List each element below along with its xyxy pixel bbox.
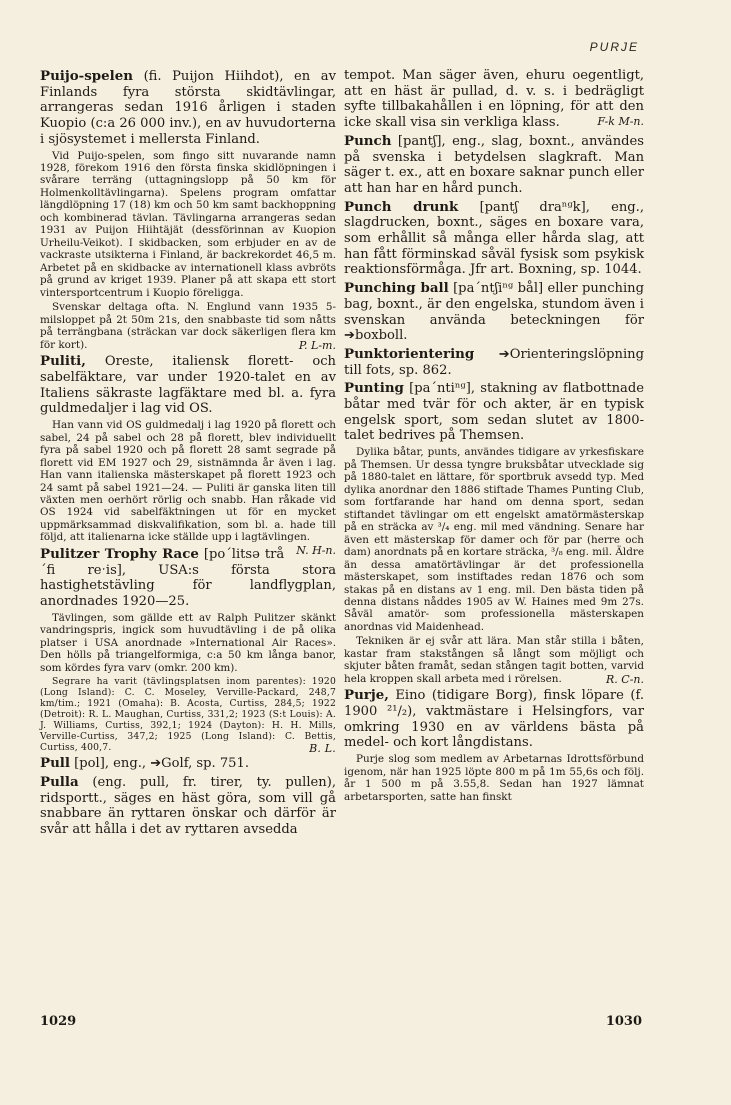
- headword-pulitzer: Pulitzer Trophy Race: [40, 545, 199, 562]
- entry-puliti-text: Oreste, italiensk florett- och sabelfäktare, var under 1920-talet en av Italiens säkraste lagfäktare med bl. a. fyra guldmedaljer i lag vid OS.: [40, 354, 336, 417]
- entry-pulitzer-text: [po´litsə trå´fi reˑis], USA:s första stora hastighetstävling för landflygplan, anordnades 1920—25.: [40, 546, 336, 610]
- running-head: PURJE: [589, 40, 639, 54]
- signature-puliti: N. H-n.: [296, 543, 336, 557]
- signature-pulla: F-k M-n.: [597, 115, 644, 129]
- entry-punch-drunk-text: [pantʃ draⁿᵍk], eng., slagdrucken, boxnt., säges en boxare vara, som erhållit så många eller hårda slag, att han fått förminskad såväl fysisk som psykisk reaktionsförmåga. Jfr art. Boxning, sp. 1044.: [344, 199, 644, 278]
- entry-purje-detail: Purje slog som medlem av Arbetarnas Idrottsförbund igenom, när han 1925 löpte 800 m på 1m 55,6s och följ. år 1 500 m på 3.55,8. Sedan han 1927 lämnat arbetarsporten, satte han finskt: [344, 753, 644, 803]
- right-column: [344, 68, 644, 805]
- left-column: [40, 68, 336, 840]
- headword-punch: Punch: [344, 132, 392, 149]
- entry-pulla: [40, 774, 336, 838]
- headword-purje: Purje,: [344, 687, 389, 704]
- entry-puijo-text: (fi. Puijon Hiihdot), en av Finlands fyra största skidtävlingar, arrangeras sedan 1916 årligen i staden Kuopio (c:a 26 000 inv.), en av huvudorterna i sjösystemet i mellersta Finland.: [40, 69, 336, 147]
- headword-pulla: Pulla: [40, 774, 79, 791]
- entry-pulla-continued: [344, 68, 644, 131]
- entry-punting: [344, 380, 644, 444]
- entry-punktorientering-text: ➔Orienteringslöpning till fots, sp. 862.: [344, 346, 644, 378]
- entry-puliti-detail-text: Han vann vid OS guldmedalj i lag 1920 på florett och sabel, 24 på sabel och 28 på florett, blev individuellt fyra på sabel 1920 och på florett 28 samt segrade på florett vid EM 1927 och 29, sistnämnda år även i lag. Han vann italienska mästerskapet på florett 1923 och 24 samt på sabel 1921—24. — Puliti är ganska liten till växten men oerhört rörlig och snabb. Han råkade vid OS 1924 vid sabelfäktningen ut för en mycket uppmärksammad diskvalifikation, som bl. a. hade till följd, att italienarna icke ställde upp i lagtävlingen.: [40, 419, 336, 544]
- entry-purje: [344, 687, 644, 751]
- entry-pull: [40, 755, 336, 772]
- headword-puijo: Puijo-spelen: [40, 68, 133, 84]
- signature-puijo: P. L-m.: [298, 338, 336, 352]
- headword-punching-ball: Punching ball: [344, 280, 449, 297]
- entry-puijo-detail: Vid Puijo-spelen, som fingo sitt nuvarande namn 1928, förekom 1916 den första finska skidlöpningen i svårare terräng (uttagningslopp på 50 km för Holmenkolltävlingarna). Spelens program omfattar längdlöpning 17 (18) km och 50 km samt backhoppning och kombinerad tävlan. Tävlingarna arrangeras sedan 1931 av Puijon Hiihtäjät (dessförinnan av Kuopion Urheilu-Veikot). I skidbacken, som erbjuder en av de vackraste utsikterna i Finland, är backrekordet 46,5 m. Arbetet på en skidbacke av internationell klass avbröts på grund av kriget 1939. Planer på att skapa ett stort vintersportcentrum i Kuopio föreligga.: [40, 149, 336, 299]
- entry-puijo-detail-2: [40, 301, 336, 351]
- entry-pulla-text: (eng. pull, fr. tirer, ty. pullen), ridsportt., säges en häst göra, som vill gå snabbare än ryttaren önskar och därför är svår att hålla i det av ryttaren avsedda: [40, 775, 336, 838]
- entry-pull-text: [pol], eng., ➔Golf, sp. 751.: [74, 756, 249, 772]
- entry-punting-text: [pa´ntiⁿᵍ], stakning av flatbottnade båtar med tvär för och akter, är en typisk engelsk sport, som sedan slutet av 1800-talet bedrives på Themsen.: [344, 381, 644, 444]
- page-number-left: 1029: [40, 1014, 77, 1029]
- entry-punch-drunk: [344, 199, 644, 279]
- entry-pulitzer-winners: [40, 676, 336, 756]
- page-number-right: 1030: [605, 1014, 642, 1029]
- headword-pull: Pull: [40, 755, 70, 772]
- headword-punktorientering: Punktorientering: [344, 345, 475, 362]
- entry-punch: [344, 133, 644, 197]
- entry-punting-detail-2: [344, 635, 644, 685]
- headword-punch-drunk: Punch drunk: [344, 198, 459, 215]
- headword-puliti: Puliti,: [40, 353, 86, 370]
- signature-pulitzer: B. L.: [309, 742, 336, 756]
- entry-pulitzer-detail: Tävlingen, som gällde ett av Ralph Pulitzer skänkt vandringspris, ingick som huvudtävling i de på olika platser i USA anordnade »International Air Races». Den hölls på triangelformiga, c:a 50 km långa banor, som kördes fyra varv (omkr. 200 km).: [40, 611, 336, 674]
- entry-puliti: [40, 353, 336, 417]
- entry-punting-detail-2-text: Tekniken är ej svår att lära. Man står stilla i båten, kastar fram stakstången så långt som möjligt och skjuter båten framåt, sedan stången tagit botten, varvid hela kroppen skall arbeta med i rörelsen.: [344, 635, 644, 685]
- entry-purje-text: Eino (tidigare Borg), finsk löpare (f. 1900 ²¹/₂), vaktmästare i Helsingfors, var omkring 1930 en av världens bästa på medel- och kort långdistans.: [344, 688, 644, 751]
- entry-puijo-detail-2-text: Svenskar deltaga ofta. N. Englund vann 1935 5-milsloppet på 2t 50m 21s, den snabbaste tid som nåtts på terrängbana (sträckan var dock säkerligen flera km för kort).: [40, 301, 336, 351]
- entry-pulitzer-winners-text: Segrare ha varit (tävlingsplatsen inom parentes): 1920 (Long Island): C. C. Moseley, Verville-Packard, 248,7 km/tim.; 1921 (Omaha): B. Acosta, Curtiss, 284,5; 1922 (Detroit): R. L. Maughan, Curtiss, 331,2; 1923 (S:t Louis): A. J. Williams, Curtiss, 392,1; 1924 (Dayton): H. H. Mills, Verville-Curtiss, 347,2; 1925 (Long Island): C. Bettis, Curtiss, 400,7.: [40, 676, 336, 754]
- entry-punch-text: [pantʃ], eng., slag, boxnt., användes på svenska i betydelsen slagkraft. Man säger t. ex., att en boxare saknar punch eller att han har en hård punch.: [344, 133, 644, 196]
- entry-punching-ball-text: [pa´ntʃiⁿᵍ bål] eller punching bag, boxnt., är den engelska, stundom även i svenskan använda beteckningen för ➔boxboll.: [344, 281, 644, 344]
- entry-punching-ball: [344, 280, 644, 344]
- entry-punktorientering: [344, 346, 644, 378]
- headword-punting: Punting: [344, 380, 404, 397]
- signature-punting: R. C-n.: [606, 672, 644, 686]
- entry-punting-detail: Dylika båtar, punts, användes tidigare av yrkesfiskare på Themsen. Ur dessa tyngre bruksbåtar utvecklade sig på 1880-talet en lättare, för sportbruk avsedd typ. Med dylika anordnar den 1886 stiftade Thames Punting Club, som fortfarande har hand om denna sport, sedan stiftandet tävlingar om ett engelskt amatörmästerskap på en sträcka av ³/₄ eng. mil med vändning. Senare har även ett mästerskap för damer och för par (herre och dam) anordnats på en kortare sträcka, ³/₈ eng. mil. Äldre än dessa amatörtävlingar är det professionella mästerskapet, som instiftades redan 1876 och som stakas på en distans av 1 eng. mil. Den bästa tiden på denna distans nåddes 1905 av W. Haines med 9m 27s. Såväl amatör- som professionella mästerskapen anordnas vid Maidenhead.: [344, 446, 644, 633]
- entry-puijo: [40, 68, 336, 148]
- entry-pulla-continued-text: tempot. Man säger även, ehuru oegentligt, att en häst är pullad, d. v. s. i bedrägligt syfte tillbakahållen i en löpning, för att den icke skall visa sin verkliga klass.: [344, 68, 644, 131]
